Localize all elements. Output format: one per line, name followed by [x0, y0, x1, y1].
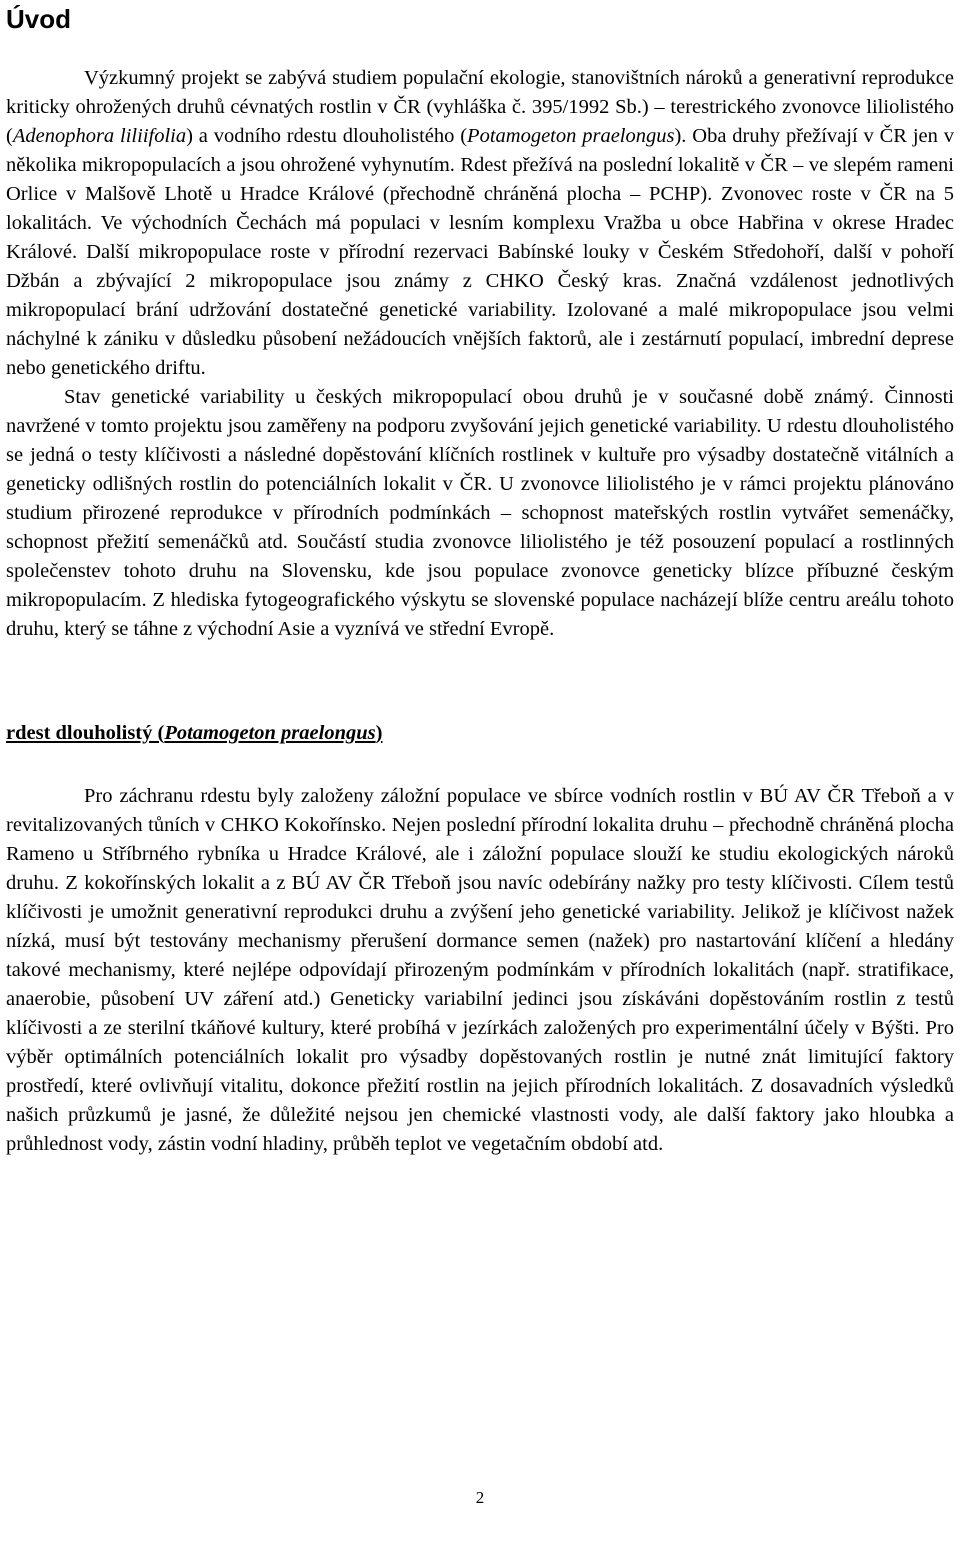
- intro-paragraph-1: [6, 64, 954, 383]
- intro-text-2: ) a vodního rdestu dlouholistého (: [186, 125, 468, 147]
- page-number: 2: [475, 1488, 485, 1507]
- section-heading-species: Potamogeton praelongus: [164, 722, 376, 744]
- page-title: Úvod: [6, 4, 71, 34]
- document-page: [6, 0, 954, 1159]
- section-paragraph-1: Pro záchranu rdestu byly založeny záložní populace ve sbírce vodních rostlin v BÚ AV ČR Třeboň a v revitalizovaných tůních v CHKO Kokořínsko. Nejen poslední přírodní lokalita druhu – přechodně chráněná plocha Rameno u Stříbrného rybníka u Hradce Králové, ale i záložní populace slouží ke studiu ekologických nároků druhu. Z kokořínských lokalit a z BÚ AV ČR Třeboň jsou navíc odebírány nažky pro testy klíčivosti. Cílem testů klíčivosti je umožnit generativní reprodukci druhu a zvýšení jeho genetické variability. Jelikož je klíčivost nažek nízká, musí být testovány mechanismy přerušení dormance semen (nažek) pro nastartování klíčení a hledány takové mechanismy, které nejlépe odpovídají přirozeným podmínkám v přírodních lokalitách (např. stratifikace, anaerobie, působení UV záření atd.) Geneticky variabilní jedinci jsou získáváni dopěstováním rostlin z testů klíčivosti a ze sterilní tkáňové kultury, které probíhá v jezírkách založených pro experimentální účely v Býšti. Pro výběr optimálních potenciálních lokalit pro výsadby dopěstovaných rostlin je nutné znát limitující faktory prostředí, které ovlivňují vitalitu, dokonce přežití rostlin na jejich přírodních lokalitách. Z dosavadních výsledků našich průzkumů je jasné, že důležité nejsou jen chemické vlastnosti vody, ale další faktory jako hloubka a průhlednost vody, zástin vodní hladiny, průběh teplot ve vegetačním období atd.: [6, 785, 954, 1155]
- section-heading-suffix: ): [375, 722, 383, 744]
- species-name-adenophora: Adenophora liliifolia: [12, 125, 187, 147]
- species-name-potamogeton: Potamogeton praelongus: [467, 125, 675, 147]
- intro-text-1: Výzkumný projekt se zabývá studiem populační ekologie, stanovištních nároků a generativní reprodukce kriticky ohrožených druhů cévnatých rostlin v ČR (vyhláška č. 395/1992 Sb.) – terestrického zvonovce liliolistého (: [6, 67, 954, 147]
- intro-text-3: ). Oba druhy přežívají v ČR jen v několika mikropopulacích a jsou ohrožené vyhynutím. Rdest přežívá na poslední lokalitě v ČR – ve slepém rameni Orlice v Malšově Lhotě u Hradce Králové (přechodně chráněná plocha – PCHP). Zvonovec roste v ČR na 5 lokalitách. Ve východních Čechách má populaci v lesním komplexu Vražba u obce Habřina v okrese Hradec Králové. Další mikropopulace roste v přírodní rezervaci Babínské louky v Českém Středohoří, další v pohoří Džbán a zbývající 2 mikropopulace jsou známy z CHKO Český kras. Značná vzdálenost jednotlivých mikropopulací brání udržování dostatečné genetické variability. Izolované a malé mikropopulace jsou velmi náchylné k zániku v důsledku působení nežádoucích vnějších faktorů, ale i zestárnutí populací, imbrední deprese nebo genetického driftu.: [6, 125, 954, 379]
- section-heading-prefix: rdest dlouholistý (: [6, 722, 165, 744]
- intro-paragraph-2: Stav genetické variability u českých mikropopulací obou druhů je v současné době známý. Činnosti navržené v tomto projektu jsou zaměřeny na podporu zvyšování jejich genetické variability. U rdestu dlouholistého se jedná o testy klíčivosti a následné dopěstování klíčních rostlinek v kultuře pro výsadby dostatečně vitálních a geneticky odlišných rostlin do potenciálních lokalit v ČR. U zvonovce liliolistého je v rámci projektu plánováno studium přirozené reprodukce v přírodních podmínkách – schopnost mateřských rostlin vytvářet semenáčky, schopnost přežití semenáčků atd. Součástí studia zvonovce liliolistého je též posouzení populací a rostlinných společenstev tohoto druhu na Slovensku, kde jsou populace zvonovce geneticky blízce příbuzné českým mikropopulacím. Z hlediska fytogeografického výskytu se slovenské populace nacházejí blíže centru areálu tohoto druhu, který se táhne z východní Asie a vyznívá ve střední Evropě.: [6, 386, 954, 640]
- section-heading: [6, 719, 954, 748]
